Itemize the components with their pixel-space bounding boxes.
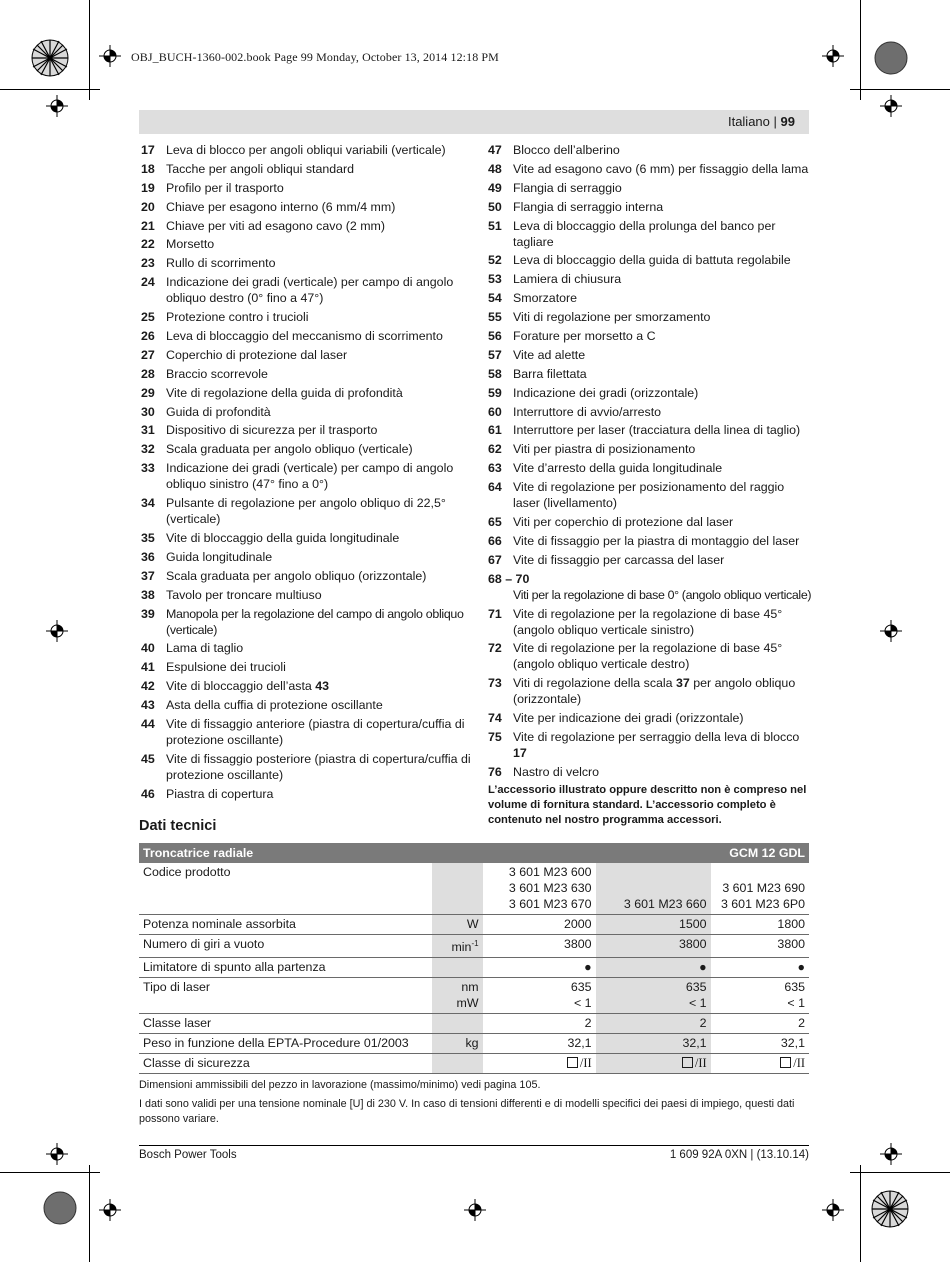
- item-number: 42: [141, 679, 155, 694]
- list-item: [488, 366, 813, 382]
- item-number: 24: [141, 275, 155, 290]
- item-number: 46: [141, 786, 155, 801]
- table-row: [139, 1034, 809, 1054]
- item-number: 76: [488, 765, 502, 780]
- item-text: Chiave per esagono interno (6 mm/4 mm): [166, 199, 396, 214]
- list-item: [488, 441, 813, 457]
- item-text: Leva di bloccaggio del meccanismo di scorrimento: [166, 329, 443, 344]
- crop-mark: [860, 1165, 861, 1262]
- value-cell: 635 < 1: [596, 978, 711, 1014]
- table-row: [139, 978, 809, 1014]
- item-number: 20: [141, 199, 155, 214]
- item-text: Manopola per la regolazione del campo di angolo obliquo (verticale): [166, 606, 464, 637]
- row-label: Potenza nominale assorbita: [139, 915, 432, 935]
- star-target-icon: [870, 1189, 910, 1229]
- item-number: 59: [488, 385, 502, 400]
- item-number: 22: [141, 237, 155, 252]
- accessory-note: L’accessorio illustrato oppure descritto non è compreso nel volume di fornitura standard. L’accessorio completo è contenuto nel nostro programma accessori.: [488, 783, 807, 826]
- item-text: Vite di regolazione della guida di profondità: [166, 385, 403, 400]
- list-item: [141, 161, 471, 177]
- list-item: [141, 255, 471, 271]
- table-title: Troncatrice radiale: [139, 843, 596, 863]
- item-number: 68 – 70: [488, 571, 530, 586]
- language-label: Italiano: [727, 114, 770, 129]
- item-number: 18: [141, 161, 155, 176]
- item-number: 56: [488, 329, 502, 344]
- item-text: Protezione contro i trucioli: [166, 310, 309, 325]
- value-cell: 2: [711, 1014, 809, 1034]
- list-item: [488, 271, 813, 287]
- code-cell: 3 601 M23 690 3 601 M23 6P0: [711, 863, 809, 915]
- list-item: [141, 347, 471, 363]
- item-number: 66: [488, 533, 502, 548]
- item-number: 35: [141, 531, 155, 546]
- list-item: [488, 533, 813, 549]
- crop-mark: [850, 1172, 950, 1173]
- unit-cell: [432, 958, 483, 978]
- list-item: [141, 460, 471, 492]
- value-cell: /II: [711, 1054, 809, 1074]
- list-item: [488, 479, 813, 511]
- table-row: [139, 1014, 809, 1034]
- protection-class-icon: [567, 1057, 578, 1068]
- item-text: Vite per indicazione dei gradi (orizzontale): [513, 711, 744, 726]
- item-text: Dispositivo di sicurezza per il trasporto: [166, 423, 378, 438]
- list-item: [488, 514, 813, 530]
- item-number: 32: [141, 442, 155, 457]
- table-row: [139, 935, 809, 958]
- value-cell: 32,1: [596, 1034, 711, 1054]
- registration-mark-icon: [464, 1199, 486, 1221]
- item-number: 58: [488, 366, 502, 381]
- protection-class-icon: [780, 1057, 791, 1068]
- crop-mark: [89, 1165, 90, 1262]
- list-item: [141, 751, 471, 783]
- item-text: Nastro di velcro: [513, 765, 600, 780]
- list-item: [141, 422, 471, 438]
- item-text: Profilo per il trasporto: [166, 180, 284, 195]
- left-column-list: [141, 142, 471, 805]
- list-item: [141, 678, 471, 694]
- registration-mark-icon: [880, 1143, 902, 1165]
- item-text: Viti di regolazione della scala 37 per angolo obliquo (orizzontale): [513, 676, 796, 707]
- value-cell: 2: [483, 1014, 596, 1034]
- item-text: Vite ad alette: [513, 347, 586, 362]
- item-number: 34: [141, 496, 155, 511]
- table-row: [139, 915, 809, 935]
- value-cell: 3800: [483, 935, 596, 958]
- list-item: [488, 729, 813, 761]
- value-cell: 635 < 1: [711, 978, 809, 1014]
- list-item: [488, 161, 813, 177]
- item-number: 52: [488, 253, 502, 268]
- list-item: [488, 460, 813, 476]
- crop-mark: [0, 89, 100, 90]
- item-number: 51: [488, 218, 502, 233]
- unit-cell: kg: [432, 1034, 483, 1054]
- page-header-text: [728, 114, 795, 129]
- value-cell: ●: [596, 958, 711, 978]
- list-item: [141, 328, 471, 344]
- header-separator: |: [773, 114, 777, 129]
- item-number: 55: [488, 310, 502, 325]
- crop-mark: [850, 89, 950, 90]
- value-cell: 3800: [596, 935, 711, 958]
- list-item: [141, 697, 471, 713]
- item-number: 36: [141, 549, 155, 564]
- item-number: 53: [488, 272, 502, 287]
- unit-cell: W: [432, 915, 483, 935]
- item-text: Flangia di serraggio interna: [513, 199, 664, 214]
- list-item: [141, 716, 471, 748]
- item-number: 30: [141, 404, 155, 419]
- list-item: [488, 290, 813, 306]
- file-info: OBJ_BUCH-1360-002.book Page 99 Monday, October 13, 2014 12:18 PM: [131, 50, 499, 64]
- item-text: Lamiera di chiusura: [513, 272, 622, 287]
- value-cell: 32,1: [483, 1034, 596, 1054]
- item-number: 50: [488, 199, 502, 214]
- item-number: 28: [141, 366, 155, 381]
- item-number: 67: [488, 552, 502, 567]
- item-number: 47: [488, 143, 502, 157]
- item-text: Rullo di scorrimento: [166, 256, 276, 271]
- item-text: Pulsante di regolazione per angolo obliquo di 22,5° (verticale): [166, 496, 446, 527]
- list-item: [141, 549, 471, 565]
- registration-mark-icon: [46, 1143, 68, 1165]
- list-item: [488, 218, 813, 250]
- value-cell: /II: [483, 1054, 596, 1074]
- gray-target-icon: [42, 1190, 78, 1226]
- item-number: 62: [488, 442, 502, 457]
- list-item: [488, 199, 813, 215]
- item-text: Leva di bloccaggio della guida di battuta regolabile: [513, 253, 791, 268]
- item-text: Vite di regolazione per posizionamento del raggio laser (livellamento): [513, 480, 785, 511]
- item-text: Viti per coperchio di protezione dal laser: [513, 515, 734, 530]
- item-number: 40: [141, 641, 155, 656]
- row-label: Limitatore di spunto alla partenza: [139, 958, 432, 978]
- item-number: 61: [488, 423, 502, 438]
- crop-mark: [89, 0, 90, 100]
- star-target-icon: [30, 38, 70, 78]
- section-title: Dati tecnici: [139, 818, 217, 834]
- list-item: [141, 606, 471, 638]
- footnote: Dimensioni ammissibili del pezzo in lavorazione (massimo/minimo) vedi pagina 105.: [139, 1079, 541, 1091]
- item-text: Guida longitudinale: [166, 549, 273, 564]
- item-number: 29: [141, 385, 155, 400]
- list-item: [488, 347, 813, 363]
- value-cell: 32,1: [711, 1034, 809, 1054]
- item-number: 41: [141, 660, 155, 675]
- list-item: [141, 404, 471, 420]
- list-item: [141, 530, 471, 546]
- item-number: 26: [141, 329, 155, 344]
- item-text: Leva di blocco per angoli obliqui variabili (verticale): [166, 143, 446, 157]
- item-number: 64: [488, 480, 502, 495]
- code-cell: 3 601 M23 660: [596, 863, 711, 915]
- item-text: Espulsione dei trucioli: [166, 660, 286, 675]
- item-number: 25: [141, 310, 155, 325]
- footer-rule: [139, 1145, 809, 1146]
- table-header-row: [139, 843, 809, 863]
- page-number: 99: [780, 114, 795, 129]
- list-item: [141, 180, 471, 196]
- item-text: Scala graduata per angolo obliquo (orizzontale): [166, 568, 427, 583]
- footnote: I dati sono validi per una tensione nominale [U] di 230 V. In caso di tensioni differenti e di modelli specifici dei paesi di impiego, questi dati possono variare.: [139, 1098, 795, 1125]
- item-text: Vite di regolazione per la regolazione di base 45° (angolo obliquo verticale sinistro): [513, 606, 783, 637]
- item-number: 71: [488, 606, 502, 621]
- list-item: [141, 142, 471, 158]
- item-text: Piastra di copertura: [166, 786, 274, 801]
- footer-doc-number: 1 609 92A 0XN | (13.10.14): [669, 1149, 809, 1161]
- registration-mark-icon: [46, 620, 68, 642]
- footer-brand: Bosch Power Tools: [139, 1149, 237, 1161]
- row-label: Classe di sicurezza: [139, 1054, 432, 1074]
- list-item: [488, 422, 813, 438]
- list-item: [141, 786, 471, 802]
- item-text: Blocco dell’alberino: [513, 143, 620, 157]
- registration-mark-icon: [99, 45, 121, 67]
- item-text: Forature per morsetto a C: [513, 329, 656, 344]
- list-item: [141, 385, 471, 401]
- page-header: [139, 110, 809, 134]
- list-item: [488, 552, 813, 568]
- unit-cell: [432, 1054, 483, 1074]
- item-text: Vite di bloccaggio della guida longitudinale: [166, 531, 400, 546]
- list-item: [488, 180, 813, 196]
- table-row: [139, 863, 809, 915]
- registration-mark-icon: [880, 95, 902, 117]
- protection-class-icon: [682, 1057, 693, 1068]
- value-cell: ●: [483, 958, 596, 978]
- registration-mark-icon: [880, 620, 902, 642]
- list-item: [488, 252, 813, 268]
- registration-mark-icon: [822, 1199, 844, 1221]
- list-item: [488, 571, 813, 603]
- row-label: Tipo di laser: [139, 978, 432, 1014]
- list-item: [488, 675, 813, 707]
- item-text: Viti per piastra di posizionamento: [513, 442, 696, 457]
- list-item: [488, 640, 813, 672]
- item-text: Braccio scorrevole: [166, 366, 268, 381]
- list-item: [488, 764, 813, 780]
- item-text: Indicazione dei gradi (verticale) per campo di angolo obliquo destro (0° fino a 47°): [166, 275, 454, 306]
- item-text: Morsetto: [166, 237, 215, 252]
- value-cell: 1800: [711, 915, 809, 935]
- right-column-list: [488, 142, 813, 828]
- item-reference: 43: [315, 679, 330, 694]
- list-item: [488, 142, 813, 158]
- item-number: 60: [488, 404, 502, 419]
- item-number: 54: [488, 291, 502, 306]
- spec-table: [139, 843, 809, 1074]
- row-label: Numero di giri a vuoto: [139, 935, 432, 958]
- item-text: Viti per la regolazione di base 0° (angolo obliquo verticale): [513, 587, 812, 602]
- unit-cell: nm mW: [432, 978, 483, 1014]
- gray-target-icon: [873, 40, 909, 76]
- registration-mark-icon: [822, 45, 844, 67]
- value-cell: 3800: [711, 935, 809, 958]
- item-text: Guida di profondità: [166, 404, 271, 419]
- item-number: 48: [488, 161, 502, 176]
- item-number: 57: [488, 347, 502, 362]
- item-number: 75: [488, 730, 502, 745]
- list-item: [488, 404, 813, 420]
- item-number: 19: [141, 180, 155, 195]
- item-text: Vite di fissaggio anteriore (piastra di copertura/cuffia di protezione oscillante): [166, 717, 465, 748]
- item-text: Vite ad esagono cavo (6 mm) per fissaggio della lama: [513, 161, 809, 176]
- item-reference: 17: [513, 746, 527, 761]
- item-text: Indicazione dei gradi (orizzontale): [513, 385, 699, 400]
- list-item: [141, 495, 471, 527]
- item-number: 23: [141, 256, 155, 271]
- item-number: 43: [141, 698, 155, 713]
- item-number: 44: [141, 717, 155, 732]
- item-text: Barra filettata: [513, 366, 587, 381]
- crop-mark: [0, 1172, 100, 1173]
- item-number: 73: [488, 676, 502, 691]
- item-text: Vite di fissaggio per la piastra di montaggio del laser: [513, 533, 800, 548]
- item-text: Asta della cuffia di protezione oscillante: [166, 698, 383, 713]
- item-text: Interruttore per laser (tracciatura della linea di taglio): [513, 423, 801, 438]
- list-item: [141, 587, 471, 603]
- list-item: [141, 199, 471, 215]
- item-number: 63: [488, 461, 502, 476]
- registration-mark-icon: [99, 1199, 121, 1221]
- item-number: 33: [141, 461, 155, 476]
- value-cell: ●: [711, 958, 809, 978]
- table-model: GCM 12 GDL: [596, 843, 809, 863]
- item-text: Indicazione dei gradi (verticale) per campo di angolo obliquo sinistro (47° fino a 0°): [166, 461, 454, 492]
- row-label: Classe laser: [139, 1014, 432, 1034]
- list-item: [488, 328, 813, 344]
- item-text: Vite d’arresto della guida longitudinale: [513, 461, 723, 476]
- list-item: [141, 568, 471, 584]
- item-text: Tacche per angoli obliqui standard: [166, 161, 355, 176]
- item-text: Vite di regolazione per serraggio della leva di blocco 17: [513, 730, 800, 761]
- item-number: 74: [488, 711, 502, 726]
- item-text: Scala graduata per angolo obliquo (verticale): [166, 442, 413, 457]
- item-text: Vite di fissaggio posteriore (piastra di copertura/cuffia di protezione oscillante): [166, 751, 471, 782]
- value-cell: 2: [596, 1014, 711, 1034]
- item-text: Flangia di serraggio: [513, 180, 622, 195]
- row-label: Peso in funzione della EPTA-Procedure 01/2003: [139, 1034, 432, 1054]
- item-text: Chiave per viti ad esagono cavo (2 mm): [166, 218, 386, 233]
- list-item: [141, 366, 471, 382]
- list-item: [488, 309, 813, 325]
- registration-mark-icon: [46, 95, 68, 117]
- item-text: Smorzatore: [513, 291, 578, 306]
- list-item: [141, 640, 471, 656]
- list-item: [488, 710, 813, 726]
- item-text: Coperchio di protezione dal laser: [166, 347, 348, 362]
- code-cell: 3 601 M23 600 3 601 M23 630 3 601 M23 670: [483, 863, 596, 915]
- item-text: Vite di bloccaggio dell’asta 43: [166, 679, 330, 694]
- list-item: [141, 218, 471, 234]
- item-text: Vite di regolazione per la regolazione di base 45° (angolo obliquo verticale destro): [513, 641, 783, 672]
- crop-mark: [860, 0, 861, 100]
- list-item: [141, 309, 471, 325]
- list-item: [141, 236, 471, 252]
- item-number: 38: [141, 587, 155, 602]
- item-reference: 37: [676, 676, 690, 691]
- item-text: Viti di regolazione per smorzamento: [513, 310, 711, 325]
- item-number: 31: [141, 423, 155, 438]
- item-number: 39: [141, 606, 155, 621]
- item-text: Tavolo per troncare multiuso: [166, 587, 322, 602]
- value-cell: /II: [596, 1054, 711, 1074]
- value-cell: 1500: [596, 915, 711, 935]
- item-number: 17: [141, 143, 155, 157]
- list-item: [141, 441, 471, 457]
- item-number: 65: [488, 515, 502, 530]
- table-row: [139, 958, 809, 978]
- list-item: [488, 606, 813, 638]
- item-text: Interruttore di avvio/arresto: [513, 404, 662, 419]
- list-item: [141, 274, 471, 306]
- item-text: Lama di taglio: [166, 641, 244, 656]
- item-number: 45: [141, 751, 155, 766]
- table-row: [139, 1054, 809, 1074]
- item-number: 21: [141, 218, 155, 233]
- value-cell: 635 < 1: [483, 978, 596, 1014]
- list-item: [141, 659, 471, 675]
- item-number: 37: [141, 568, 155, 583]
- unit-cell: $\min^{-1}$: [432, 935, 483, 958]
- item-number: 27: [141, 347, 155, 362]
- item-text: Leva di bloccaggio della prolunga del banco per tagliare: [513, 218, 776, 249]
- row-label: Codice prodotto: [139, 863, 432, 915]
- item-number: 72: [488, 641, 502, 656]
- item-text: Vite di fissaggio per carcassa del laser: [513, 552, 725, 567]
- unit-cell: [432, 1014, 483, 1034]
- value-cell: 2000: [483, 915, 596, 935]
- list-item: [488, 385, 813, 401]
- item-number: 49: [488, 180, 502, 195]
